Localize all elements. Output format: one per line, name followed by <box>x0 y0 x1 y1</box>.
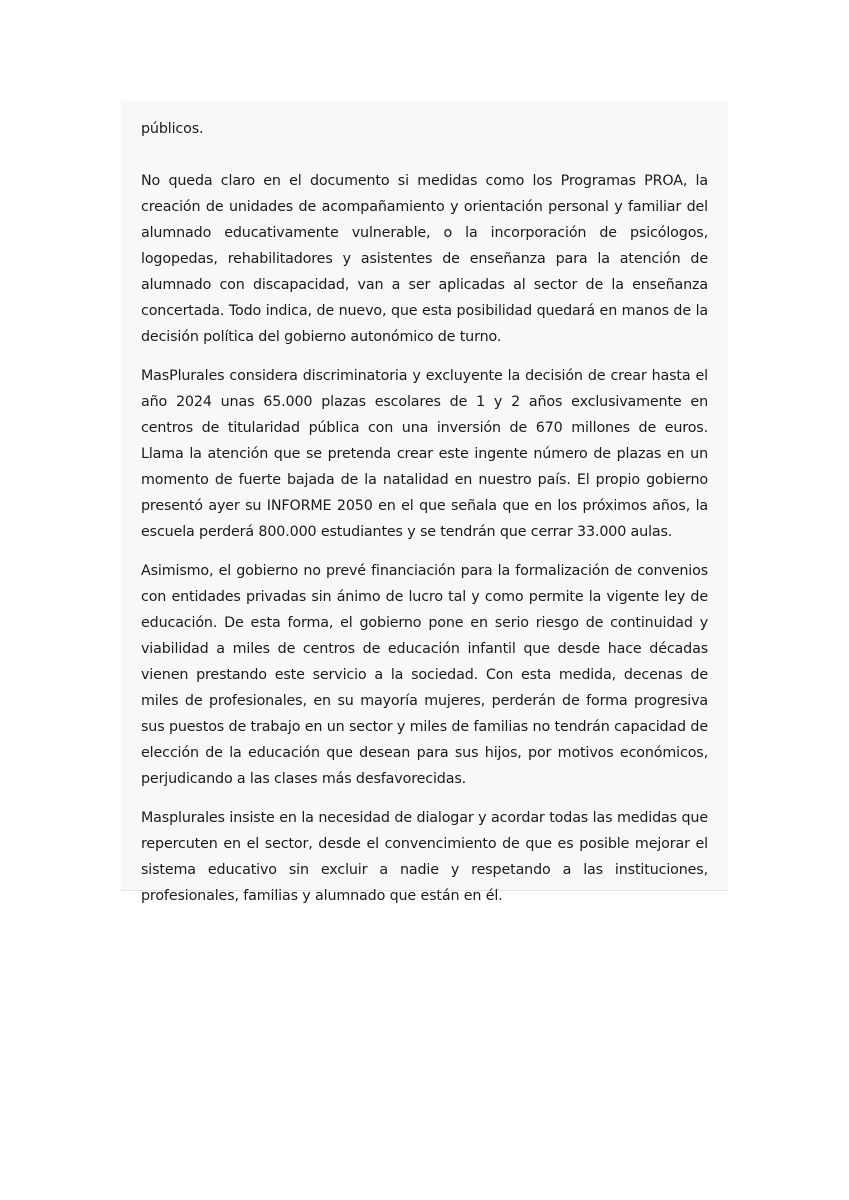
paragraph-funding-agreements: Asimismo, el gobierno no prevé financiación para la formalización de convenios con entidades privadas sin ánimo de lucro tal y como permite la vigente ley de educación. De esta forma, el gobierno pone en serio riesgo de continuidad y viabilidad a miles de centros de educación infantil que desde hace décadas vienen prestando este servicio a la sociedad. Con esta medida, decenas de miles de profesionales, en su mayoría mujeres, perderán de forma progresiva sus puestos de trabajo en un sector y miles de familias no tendrán capacidad de elección de la educación que desean para sus hijos, por motivos económicos, perjudicando a las clases más desfavorecidas. <box>141 563 708 787</box>
paragraph-continuation: públicos. <box>141 121 204 137</box>
paragraph-dialogue: Masplurales insiste en la necesidad de dialogar y acordar todas las medidas que repercuten en el sector, desde el convencimiento de que es posible mejorar el sistema educativo sin excluir a nadie y respetando a las instituciones, profesionales, familias y alumnado que están en él. <box>141 810 708 904</box>
article-content-box <box>121 101 728 904</box>
paragraph-school-places: MasPlurales considera discriminatoria y excluyente la decisión de crear hasta el año 2024 unas 65.000 plazas escolares de 1 y 2 años exclusivamente en centros de titularidad pública con una inversión de 670 millones de euros. Llama la atención que se pretenda crear este ingente número de plazas en un momento de fuerte bajada de la natalidad en nuestro país. El propio gobierno presentó ayer su INFORME 2050 en el que señala que en los próximos años, la escuela perderá 800.000 estudiantes y se tendrán que cerrar 33.000 aulas. <box>141 368 708 540</box>
paragraph-proa-programs: No queda claro en el documento si medidas como los Programas PROA, la creación de unidades de acompañamiento y orientación personal y familiar del alumnado educativamente vulnerable, o la incorporación de psicólogos, logopedas, rehabilitadores y asistentes de enseñanza para la atención de alumnado con discapacidad, van a ser aplicadas al sector de la enseñanza concertada. Todo indica, de nuevo, que esta posibilidad quedará en manos de la decisión política del gobierno autonómico de turno. <box>141 173 708 345</box>
